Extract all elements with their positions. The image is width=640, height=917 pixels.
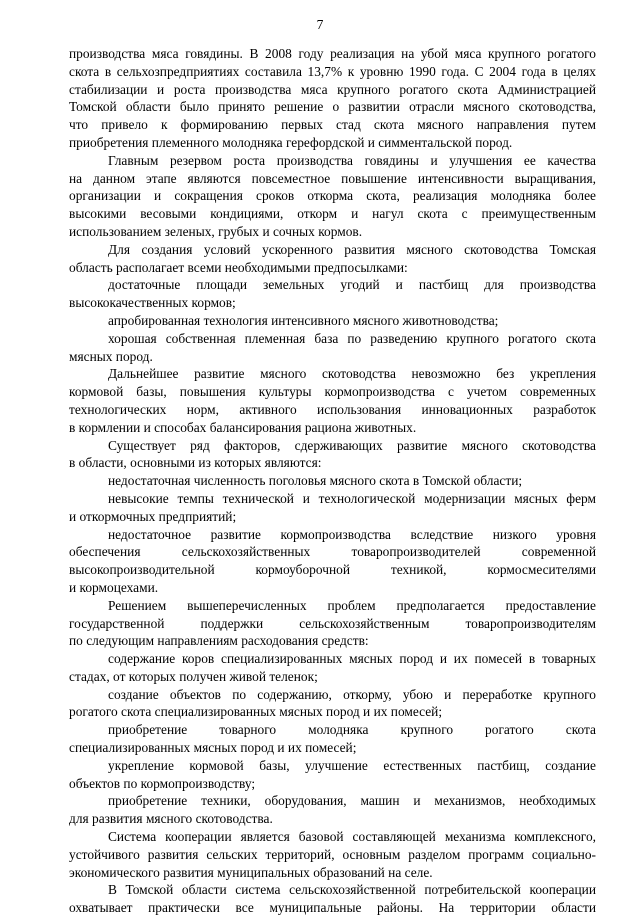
text-line: кормовой базы, повышения культуры кормопроизводства с учетом современных xyxy=(69,384,596,400)
text-line: экономического развития муниципальных образований на селе. xyxy=(69,864,433,880)
text-line: недостаточная численность поголовья мясного скота в Томской области; xyxy=(108,473,523,489)
text-line: специализированных мясных пород и их помесей; xyxy=(69,740,357,756)
text-line: создание объектов по содержанию, откорму, убою и переработке крупного xyxy=(108,686,596,702)
text-line: скота в сельхозпредприятиях составила 13,7% к уровню 1990 года. С 2004 года в целях xyxy=(69,63,596,79)
text-line: апробированная технология интенсивного мясного животноводства; xyxy=(108,312,499,328)
text-line: высококачественных кормов; xyxy=(69,295,236,311)
text-line: приобретение техники, оборудования, машин и механизмов, необходимых xyxy=(108,793,596,809)
text-line: для развития мясного скотоводства. xyxy=(69,811,273,827)
text-line: рогатого скота специализированных мясных пород и их помесей; xyxy=(69,704,443,720)
text-line: приобретения племенного молодняка герефордской и симментальской пород. xyxy=(69,134,513,150)
text-line: Дальнейшее развитие мясного скотоводства невозможно без укрепления xyxy=(108,366,596,382)
text-line: государственной поддержки сельскохозяйственным товаропроизводителям xyxy=(69,615,596,631)
text-line: стабилизации и роста производства мяса крупного рогатого скота Администрацией xyxy=(69,81,596,97)
text-line: стадах, от которых получен живой теленок; xyxy=(69,668,318,684)
text-line: укрепление кормовой базы, улучшение естественных пастбищ, создание xyxy=(108,757,596,773)
text-line: обеспечения сельскохозяйственных товаропроизводителей современной xyxy=(69,544,596,560)
text-line: на данном этапе являются повсеместное повышение интенсивности выращивания, xyxy=(69,170,596,186)
text-line: В Томской области система сельскохозяйственной потребительской кооперации xyxy=(108,882,596,898)
page-number: 7 xyxy=(316,17,324,32)
text-line: в кормлении и способах балансирования рациона животных. xyxy=(69,419,417,435)
text-line: Существует ряд факторов, сдерживающих развитие мясного скотоводства xyxy=(108,437,596,453)
text-line: и откормочных предприятий; xyxy=(69,508,237,524)
text-line: что привело к формированию первых стад скота мясного направления путем xyxy=(69,117,596,133)
text-line: Решением вышеперечисленных проблем предполагается предоставление xyxy=(108,597,596,613)
text-line: организации и сокращения сроков откорма скота, реализация молодняка более xyxy=(69,188,596,204)
text-line: высокопроизводительной кормоуборочной техникой, кормосмесителями xyxy=(69,562,596,578)
text-line: производства мяса говядины. В 2008 году реализация на убой мяса крупного рогатого xyxy=(69,46,596,61)
text-line: технологических норм, активного использования инновационных разработок xyxy=(69,401,596,417)
text-line: область располагает всеми необходимыми предпосылками: xyxy=(69,259,408,275)
text-line: содержание коров специализированных мясных пород и их помесей в товарных xyxy=(108,651,596,667)
text-line: и кормоцехами. xyxy=(69,579,159,595)
text-line: недостаточное развитие кормопроизводства вследствие низкого уровня xyxy=(108,526,596,542)
text-line: невысокие темпы технической и технологической модернизации мясных ферм xyxy=(108,490,596,506)
text-line: охватывает практически все муниципальные районы. На территории области xyxy=(69,900,596,916)
text-line: использованием зеленых, грубых и сочных кормов. xyxy=(69,223,363,239)
text-line: приобретение товарного молодняка крупного рогатого скота xyxy=(108,722,596,738)
text-line: объектов по кормопроизводству; xyxy=(69,775,256,791)
text-line: достаточные площади земельных угодий и пастбищ для производства xyxy=(108,277,596,293)
text-line: Главным резервом роста производства говядины и улучшения ее качества xyxy=(108,152,596,168)
text-line: мясных пород. xyxy=(69,348,153,364)
text-line: устойчивого развития сельских территорий, основным разделом программ социально- xyxy=(69,846,596,862)
text-line: высокими весовыми кондициями, откорм и нагул скота с преимущественным xyxy=(69,206,596,222)
text-line: в области, основными из которых являются: xyxy=(69,455,322,471)
body-text xyxy=(69,45,596,917)
text-line: Томской области было принято решение о развитии отрасли мясного скотоводства, xyxy=(69,99,596,115)
text-line: хорошая собственная племенная база по разведению крупного рогатого скота xyxy=(108,330,596,346)
text-line: Система кооперации является базовой составляющей механизма комплексного, xyxy=(108,829,596,845)
text-line: Для создания условий ускоренного развития мясного скотоводства Томская xyxy=(108,241,596,257)
text-line: по следующим направлениям расходования средств: xyxy=(69,633,369,649)
